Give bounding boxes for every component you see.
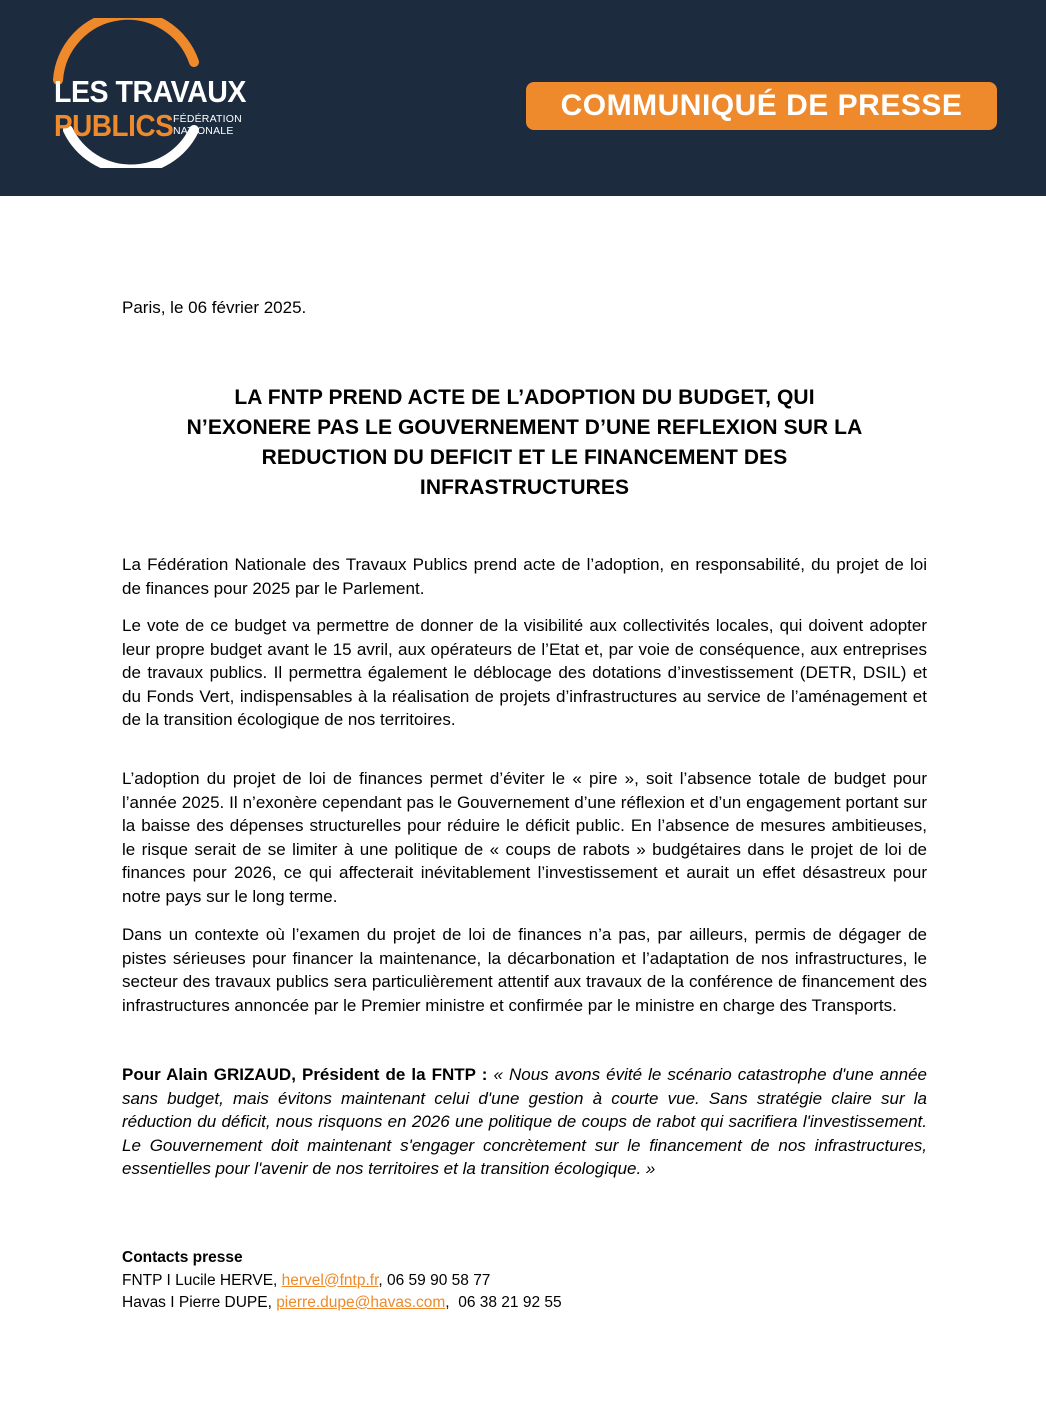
contacts-title: Contacts presse	[122, 1249, 243, 1266]
paragraph-intro: La Fédération Nationale des Travaux Publics prend acte de l’adoption, en responsabilité, du projet de loi de finances pour 2025 par le Parlement.	[122, 555, 927, 598]
quote-speaker: Pour Alain GRIZAUD, Président de la FNTP :	[122, 1065, 488, 1084]
paragraph-context: Dans un contexte où l’examen du projet de loi de finances n’a pas, par ailleurs, permis de dégager de pistes sérieuses pour financer la maintenance, la décarbonation et l’adaptation de nos infrastructures, le secteur des travaux publics sera particulièrement attentif aux travaux de la conférence de financement des infrastructures annoncée par le Premier ministre et confirmée par le ministre en charge des Transports.	[122, 925, 927, 1015]
document-title	[122, 383, 927, 503]
title-line-4: INFRASTRUCTURES	[419, 476, 630, 499]
president-quote	[122, 1063, 927, 1181]
title-line-1: LA FNTP PREND ACTE DE L’ADOPTION DU BUDGET, QUI	[234, 386, 815, 409]
contact-havas-name: Havas I Pierre DUPE,	[122, 1294, 277, 1311]
contact-havas-email-link[interactable]: pierre.dupe@havas.com	[276, 1294, 446, 1311]
contact-havas	[122, 1292, 562, 1315]
contact-fntp-email-link[interactable]: hervel@fntp.fr	[281, 1271, 379, 1289]
paragraph-adoption: L’adoption du projet de loi de finances permet d’éviter le « pire », soit l’absence totale de budget pour l’année 2025. Il n’exonère cependant pas le Gouvernement d’une réflexion et d’un engagement portant sur la baisse des dépenses structurelles pour réduire le déficit public. En l’absence de mesures ambitieuses, le risque serait de se limiter à une politique de « coups de rabots » budgétaires dans le projet de loi de finances pour 2026, ce qui affecterait inévitablement l’investissement et aurait un effet désastreux pour notre pays sur le long terme.	[122, 769, 927, 906]
contact-fntp	[122, 1270, 562, 1293]
contact-fntp-phone: , 06 59 90 58 77	[378, 1271, 491, 1289]
logo-text-line1: LES TRAVAUX	[54, 74, 246, 109]
document-date: Paris, le 06 février 2025.	[122, 298, 307, 317]
contact-fntp-name: FNTP I Lucile HERVE,	[122, 1271, 282, 1289]
title-line-2: N’EXONERE PAS LE GOUVERNEMENT D’UNE REFLEXION SUR LA	[186, 416, 863, 439]
title-line-3: REDUCTION DU DEFICIT ET LE FINANCEMENT DES	[261, 446, 788, 469]
contact-havas-phone: , 06 38 21 92 55	[445, 1294, 562, 1311]
quote-text: « Nous avons évité le scénario catastrophe d'une année sans budget, mais évitons maintenant celui d'une gestion à courte vue. Sans stratégie claire sur la réduction du déficit, nous risquons en 2026 une politique de coups de rabot qui sacrifiera l'investissement. Le Gouvernement doit maintenant s'engager concrètement sur le financement de nos infrastructures, essentielles pour l'avenir de nos territoires et la transition écologique. »	[122, 1065, 927, 1179]
press-release-badge: COMMUNIQUÉ DE PRESSE	[526, 82, 997, 130]
fntp-logo	[44, 18, 246, 168]
logo-federation-text	[173, 113, 242, 137]
press-contacts	[122, 1247, 562, 1315]
logo-fed-line2: NATIONALE	[173, 125, 234, 137]
paragraph-budget-vote: Le vote de ce budget va permettre de donner de la visibilité aux collectivités locales, qui doivent adopter leur propre budget avant le 15 avril, aux opérateurs de l’Etat et, par voie de conséquence, aux entreprises de travaux publics. Il permettra également le déblocage des dotations d’investissement (DETR, DSIL) et du Fonds Vert, indispensables à la réalisation de projets d’infrastructures au service de l’aménagement et de la transition écologique de nos territoires.	[122, 616, 927, 730]
header-banner	[0, 0, 1046, 196]
logo-fed-line1: FÉDÉRATION	[173, 113, 242, 125]
logo-text-line2: PUBLICS	[54, 108, 174, 143]
